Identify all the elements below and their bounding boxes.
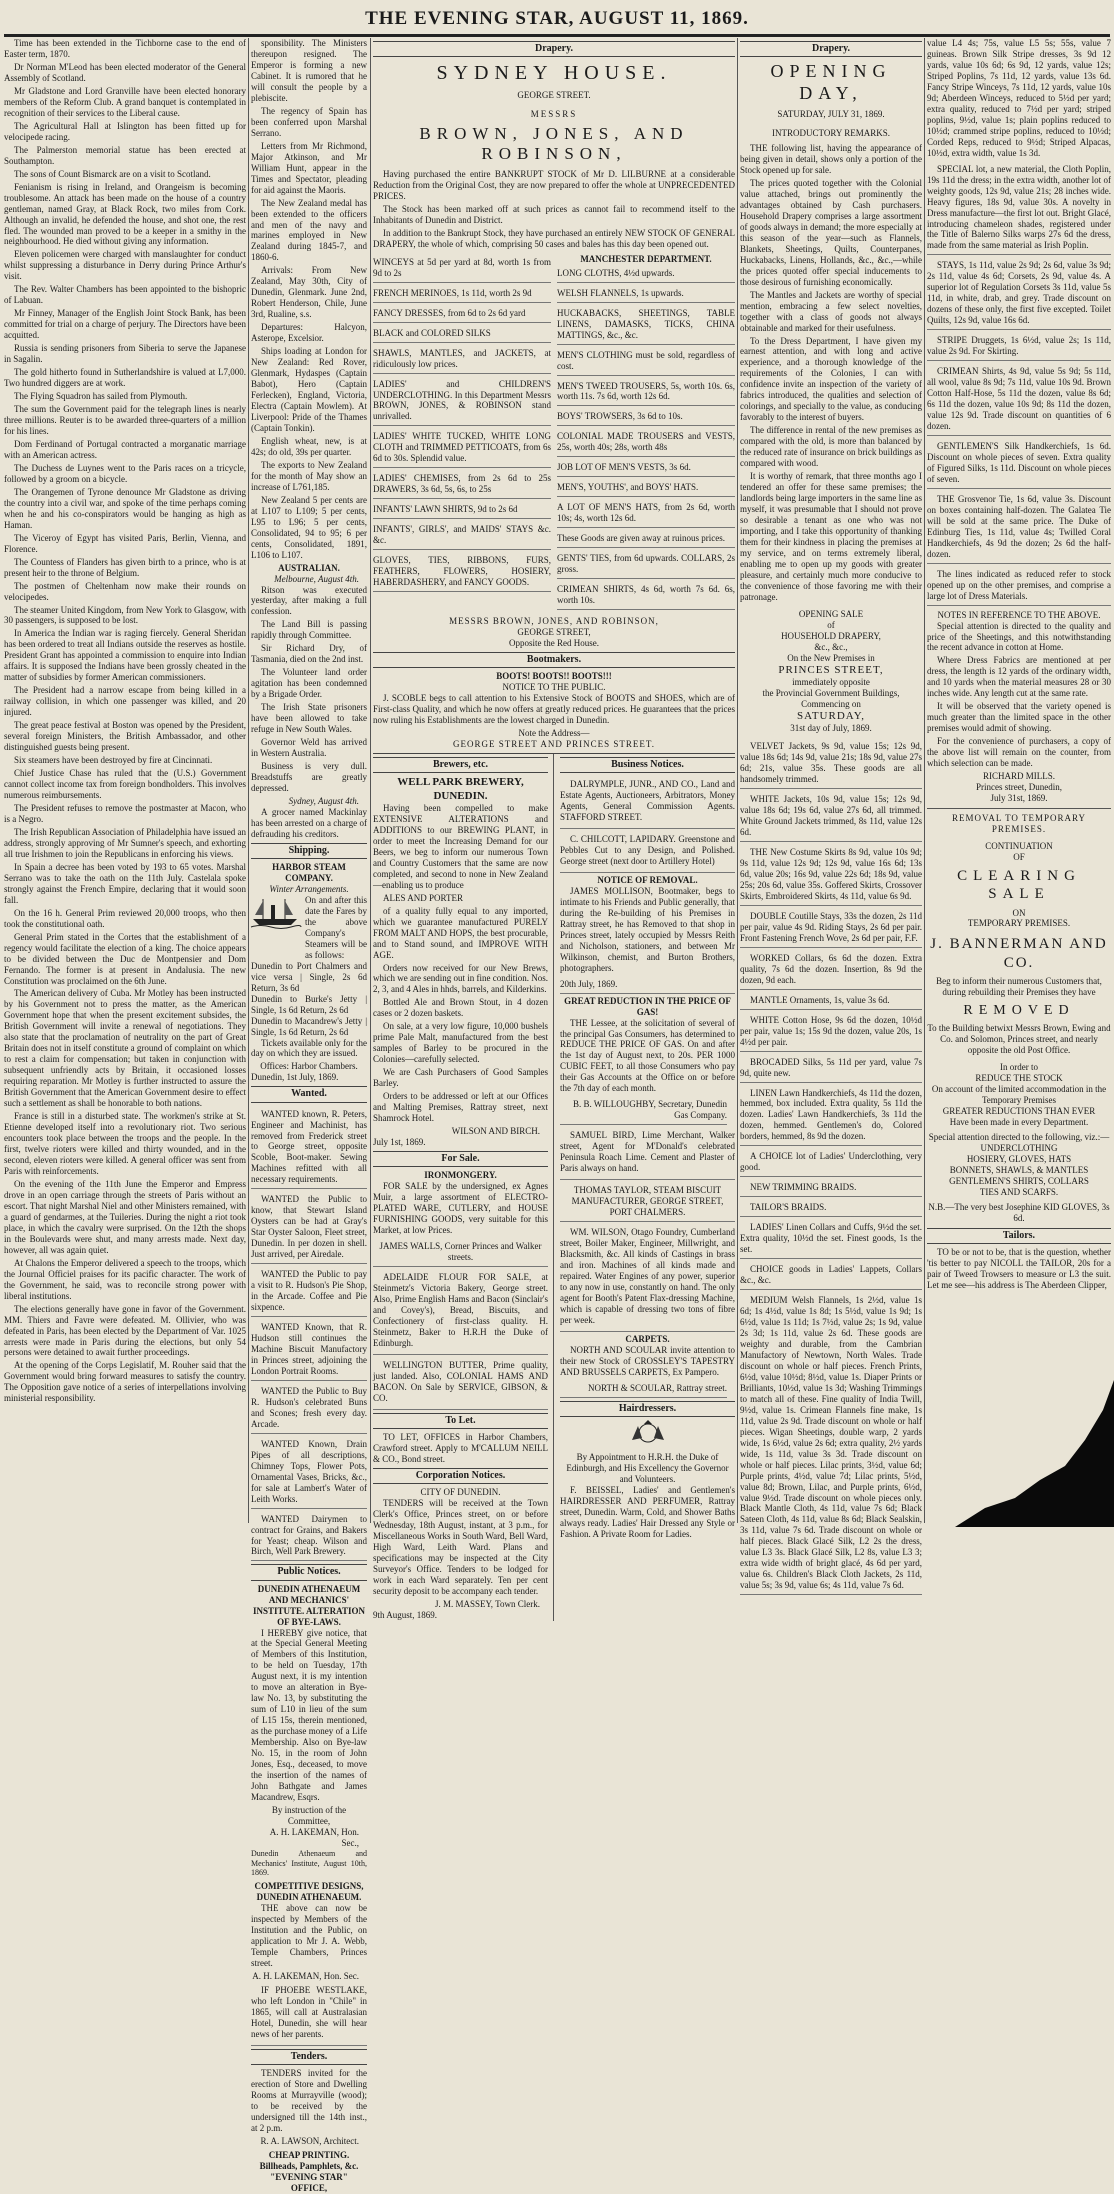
corporation-signature: J. M. MASSEY, Town Clerk. xyxy=(434,1598,540,1609)
firm-name: BROWN, JONES, AND ROBINSON, xyxy=(419,123,689,164)
chilcott-ad: C. CHILCOTT, LAPIDARY. Greenstone and Pebbles Cut to any Design, and Polished. George street (next door to Artillery Hotel) xyxy=(560,834,735,866)
note-paragraph: It will be observed that the variety opened is much greater than the limited space in the other premises would admit of showing. xyxy=(927,701,1111,734)
brewery-paragraph: On sale, at a very low figure, 10,000 bushels prime Pale Malt, manufactured from the best samples of Barley to be procured in the Colonies—carefully selected. xyxy=(373,1021,548,1065)
drapery-item: FRENCH MERINOES, 1s 11d, worth 2s 9d xyxy=(373,285,551,303)
news-paragraph: Fenianism is rising in Ireland, and Orangeism is becoming troublesome. An attack has been made on the house of a country gentleman, named Gray, at Black Rock, two miles from Cork. Although an invalid, he defended the house, and shot one, the rest fled. The wounded man proved to be a keeper in a smithy in the neighbourhood. He died without giving any information. xyxy=(4,181,246,247)
brewery-title: WELL PARK BREWERY, DUNEDIN. xyxy=(397,776,524,802)
sale-provincial: the Provincial Government Buildings, xyxy=(762,687,900,698)
sale-date: 31st day of July, 1869. xyxy=(790,723,872,734)
drapery-item: LADIES' CHEMISES, from 2s 6d to 25s DRAWERS, 3s 6d, 5s, 6s, to 25s xyxy=(373,470,551,499)
drapery-item: INFANTS', GIRLS', and MAIDS' STAYS &c. &c. xyxy=(373,521,551,550)
drapery-item: SHAWLS, MANTLES, and JACKETS, at ridiculously low prices. xyxy=(373,345,551,374)
clearing-on: ON xyxy=(1012,907,1026,918)
gas-text: THE Lessee, at the solicitation of several of the principal Gas Consumers, has determined to REDUCE THE PRICE OF GAS. On and after the 1st day of August next, to 20s. PER 1000 CUBIC FEET, to all those Consumers who pay their Gas Accounts at the Office on or before the 7th day of each month. xyxy=(560,1017,735,1094)
carpets-text: NORTH AND SCOULAR invite attention to their new Stock of CROSSLEY'S TAPESTRY AND BRUSSELS CARPETS, Ex Pampero. xyxy=(560,1344,735,1377)
special-attention: Special attention directed to the following, viz.:— xyxy=(928,1131,1110,1142)
cheap-printing: CHEAP PRINTING. Billheads, Pamphlets, &c. "EVENING STAR" OFFICE, xyxy=(259,2149,359,2193)
temporary-premises: TEMPORARY PREMISES. xyxy=(967,918,1071,929)
carpets-title: CARPETS. xyxy=(625,1333,670,1344)
athenaeum-signature: A. H. LAKEMAN, Hon. Sec., xyxy=(269,1826,359,1848)
brewery-paragraph: Bottled Ale and Brown Stout, in 4 dozen cases or 2 dozen baskets. xyxy=(373,997,548,1019)
royal-arms-icon xyxy=(560,1420,735,1449)
public-notices-heading: Public Notices. xyxy=(251,1564,367,1580)
signature-place: Princes street, Dunedin, xyxy=(976,782,1062,793)
news-paragraph: Time has been extended in the Tichborne case to the end of Easter term, 1870. xyxy=(4,38,246,59)
george-street: GEORGE STREET. xyxy=(517,89,591,100)
australian-news: Sir Richard Dry, of Tasmania, died on the 2nd inst. xyxy=(251,643,367,665)
manchester-item: JOB LOT OF MEN'S VESTS, 3s 6d. xyxy=(557,459,735,477)
for-sale-heading: For Sale. xyxy=(373,1151,548,1167)
price-item: VELVET Jackets, 9s 9d, value 15s; 12s 9d, value 18s 6d; 14s 9d, value 21s; 18s 9d, value 27s 6d; 21s, value 35s. These goods are all handsomely trimmed. xyxy=(740,738,922,789)
athenaeum-place: Dunedin Athenaeum and Mechanics' Institute, August 10th, 1869. xyxy=(251,1848,367,1878)
dalrymple-ad: DALRYMPLE, JUNR., AND CO., Land and Estate Agents, Auctioneers, Arbitrators, Money Agents, General Commission Agents. STAFFORD STREET. xyxy=(560,779,735,823)
news-paragraph: sponsibility. The Ministers thereupon resigned. The Emperor is forming a new Cabinet. It is rumored that he will consult the people by a plebiscite. xyxy=(251,38,367,103)
boots-street: GEORGE STREET AND PRINCES STREET. xyxy=(453,738,655,749)
introductory-heading: INTRODUCTORY REMARKS. xyxy=(771,128,890,139)
price-item: SPECIAL lot, a new material, the Cloth Poplin, 19s 11d the dress; in the extra width, another lot of weighty goods, 12s 9d, value 21s; 28 inches wide. Heavy figures, 18s 9d, value 30s. A novelty in Dress manufacture—the first lot out. Bright Glacé, introducing chameleon shades, registered under the Title of Balerno Silks warps 27s 6d the dress, made from the same material as Irish Poplin. xyxy=(927,161,1111,256)
price-item: MANTLE Ornaments, 1s, value 3s 6d. xyxy=(740,992,922,1010)
manchester-item: MEN'S, YOUTHS', and BOYS' HATS. xyxy=(557,479,735,497)
department-item: BONNETS, SHAWLS, & MANTLES xyxy=(949,1164,1089,1175)
news-paragraph: On the 16 h. General Prim reviewed 20,000 troops, who then took the constitutional oath. xyxy=(4,907,246,929)
to-let-heading: To Let. xyxy=(373,1413,548,1429)
removed-title: REMOVED xyxy=(963,1002,1075,1018)
hair-appointment: By Appointment to H.R.H. the Duke of Edinburgh, and His Excellency the Governor and Volunteers. xyxy=(566,1451,729,1484)
news-paragraph: New Zealand 5 per cents are at L107 to L109; 5 per cents, L95 to L96; 5 per cents, Consolidated, 94 to 95; 6 per cents, Consolidated, 1891, L106 to L107. xyxy=(251,494,367,560)
department-item: GENTLEMEN'S SHIRTS, COLLARS xyxy=(949,1175,1089,1186)
sale-commencing: Commencing on xyxy=(801,698,861,709)
australian-news: Business is very dull. Breadstuffs are greatly depressed. xyxy=(251,761,367,793)
manchester-item: MEN'S TWEED TROUSERS, 5s, worth 10s. 6s, worth 11s. 7s 6d, worth 12s 6d. xyxy=(557,378,735,407)
opening-day-title: OPENING DAY, xyxy=(770,61,892,104)
ironmongery-signature: JAMES WALLS, Corner Princes and Walker streets. xyxy=(373,1238,548,1267)
ironmongery-text: FOR SALE by the undersigned, ex Agnes Muir, a large assortment of ELECTRO-PLATED WARE, CUTLERY, and HOUSE FURNISHING GOODS, very suitable for this Market, at low Prices. xyxy=(373,1181,548,1236)
brewery-paragraph: We are Cash Purchasers of Good Samples Barley. xyxy=(373,1067,548,1089)
australian-news: The Land Bill is passing rapidly through Committee. xyxy=(251,619,367,641)
phoebe-notice: IF PHOEBE WESTLAKE, who left London in "Chile" in 1865, will call at Australasian Hotel, Dunedin, she will hear news of her parents. xyxy=(251,1984,367,2039)
news-paragraph: The Duchess de Luynes went to the Paris races on a tricycle, followed by a groom on a bicycle. xyxy=(4,462,246,484)
brewery-paragraph: Orders to be addressed or left at our Offices and Malting Premises, Rattray street, next Shamrock Hotel. xyxy=(373,1091,548,1124)
news-paragraph: The Viceroy of Egypt has visited Paris, Berlin, Vienna, and Florence. xyxy=(4,532,246,554)
brewery-paragraph: Orders now received for our New Brews, which we are sending out in fine condition. Nos. 2, 3, and 4 Ales in hhds, barrels, and Kilderkins. xyxy=(373,962,548,995)
in-order-to: In order to xyxy=(1000,1061,1038,1072)
manchester-item: WELSH FLANNELS, 1s upwards. xyxy=(557,285,735,303)
melbourne-dateline: Melbourne, August 4th. xyxy=(274,573,359,584)
news-paragraph: The steamer United Kingdom, from New York to Glasgow, with 30 passengers, is supposed to be lost. xyxy=(4,604,246,626)
column-3-ads xyxy=(373,38,735,1620)
news-paragraph: Departures: Halcyon, Asterope, Excelsior. xyxy=(251,322,367,344)
bird-ad: SAMUEL BIRD, Lime Merchant, Walker street, Agent for M'Donald's celebrated Peninsula Roach Lime. Cement and Plaster of Paris always on hand. xyxy=(560,1130,735,1174)
news-paragraph: Ships loading at London for New Zealand: Red Rover, Glenmark, Hydaspes (Captain Babot), Hero (Captain Ferlecken), England, Victoria, Electra (Captain Mowlem). At Liverpool: Pride of the Thames (Captain Tonkin). xyxy=(251,346,367,433)
news-paragraph: On the evening of the 11th June the Emperor and Empress drove in an open carriage through the streets of Paris without an escort. That night Marshal Niel and other Ministers remained, with a guard of gendarmes, at the Tuileries. During the night a riot took place, in which the cavalry were surprised. On the 12th the shops in the Boulevards were shut, and many arrests made. Next day, however, all was again quiet. xyxy=(4,1178,246,1255)
boots-title: BOOTS! BOOTS!! BOOTS!!! xyxy=(496,671,612,682)
news-paragraph: General Prim stated in the Cortes that the establishment of a regency would facilitate the election of a king. The choice appears to be divided between the Duc de Montpensier and Dom Fernando. The former is at present in Andalusia. The new Constitution was proclaimed on the 6th June. xyxy=(4,931,246,986)
ironmongery-title: IRONMONGERY. xyxy=(424,1170,497,1181)
harbor-tickets: Tickets available only for the day on which they are issued. xyxy=(251,1037,367,1059)
manchester-item: COLONIAL MADE TROUSERS and VESTS, 25s, worth 40s; 28s, worth 48s xyxy=(557,428,735,457)
australian-heading: AUSTRALIAN. xyxy=(278,562,340,573)
manchester-item: HUCKABACKS, SHEETINGS, TABLE LINENS, DAMASKS, TICKS, CHINA MATTINGS, &c., &c. xyxy=(557,305,735,345)
removal-title: NOTICE OF REMOVAL. xyxy=(597,874,698,885)
corporation-heading: Corporation Notices. xyxy=(373,1468,548,1484)
news-paragraph: The Agricultural Hall at Islington has been fitted up for velocipede racing. xyxy=(4,120,246,142)
price-item: CRIMEAN Shirts, 4s 9d, value 5s 9d; 5s 11d, all wool, value 8s 9d; 7s 11d, value 10s 9d. Brown Cotton Half-Hose, 5s 11d the dozen, value 8s 6d; 6s 11d the dozen, value 10s 9d; 8s 11d the dozen, value 12s 9d. Trade discount on quantities of 6 dozen. xyxy=(927,363,1111,436)
manchester-item: LONG CLOTHS, 4½d upwards. xyxy=(557,265,735,283)
drapery-item: LADIES' WHITE TUCKED, WHITE LONG CLOTH and TRIMMED PETTICOATS, from 6s 6d to 30s. Splendid value. xyxy=(373,428,551,468)
introductory-paragraph: It is worthy of remark, that three months ago I tendered an offer for these same premises; the landlords being large importers in the same line as myself, it was presumable that I should not prove so desirable a tenant as one who was not importing, and I take this opportunity of thanking them for their kindness in placing the premises at my service, and on terms extremely liberal, enabling me to open up my goods with greater pleasure, and certainly much more conducive to the convenience of those favoring me with their patronage. xyxy=(740,471,922,602)
masthead-rule xyxy=(4,34,1110,37)
princes-street: PRINCES STREET, xyxy=(778,663,884,676)
news-paragraph: The Rev. Walter Chambers has been appointed to the bishopric of Labuan. xyxy=(4,284,246,306)
carpets-signature: NORTH & SCOULAR, Rattray street. xyxy=(560,1380,727,1398)
wanted-ad: WANTED the Public to pay a visit to R. Hudson's Pie Shop, in the Arcade. Coffee and Pie sixpence. xyxy=(251,1266,367,1317)
news-paragraph: The President refuses to remove the postmaster at Macon, who is a Negro. xyxy=(4,802,246,824)
price-item: MEDIUM Welsh Flannels, 1s 2½d, value 1s 6d; 1s 4½d, value 1s 8d; 1s 5½d, value 1s 9d; 1s 6½d, value 1s 11d; 1s 7½d, value 2s; 1s 9d, value 2s 3d; 1s 11d, value 2s 6d. These goods are weighty and durable, from the Cambrian Manufactory of Newtown, North Wales. Trade discount on whole or half pieces. French Prints, 6½d, value 10½d; 8½d, value 1s. Diaper Prints or Brilliants, 10½d, value 1s 3d; Washing Trimmings to match all of these. Fine quality of India Twill, 9½d, value 1s. Crimean Flannels fine make, 1s 11d, value 2s 9d. Trade discount on whole or half pieces. Wigan Sheetings, double warp, 2 yards wide, 1s 6½d, value 2s 6d; extra quality, 2½ yards wide, 1s 11d, value 3s 3d. Trade discount on whole or half pieces. Lilac prints, 3½d, value 6d; Purple prints, 4½d, value 7d; Lilac prints, 5½d, value 8d; Brown, Lilac, and Purple prints, 6½d, value 9½d. Trade discount on whole pieces only. Black Mantle Cloth, 4s 11d, value 7s 6d; Black Sateen Cloth, 4s 11d, value 8s 6d; Black Sealskin, 3s 11d, value 7s 6d. Trade discount on whole or half pieces. Black Glacé Silk, L2 2s the dress, value L3 3s. Black Glacé Silk, L2 8s, value L3 3; extra wide width of bright glacé, 4s 6d per yard, value 6s. Children's Black Cloth Jackets, 2s 11d, value 5s; 3s 9d, value 6s; 4s 11d, value 7s 6d. xyxy=(740,1292,922,1595)
tenders-heading: Tenders. xyxy=(251,2049,367,2065)
shipping-heading: Shipping. xyxy=(251,843,367,859)
drapery-heading-2: Drapery. xyxy=(740,41,922,57)
news-paragraph: The Countess of Flanders has given birth to a prince, who is at present heir to the throne of Belgium. xyxy=(4,556,246,578)
sydney-house-intro: Having purchased the entire BANKRUPT STOCK of Mr D. LILBURNE at a considerable Reduction from the Original Cost, they are now prepared to offer the whole at UNPRECEDENTED PRICES. xyxy=(373,168,735,201)
drapery-item: INFANTS' LAWN SHIRTS, 9d to 2s 6d xyxy=(373,501,551,519)
manchester-item: CRIMEAN SHIRTS, 4s 6d, worth 7s 6d. 6s, worth 10s. xyxy=(557,581,735,610)
price-item: WHITE Jackets, 10s 9d, value 15s; 12s 9d, value 18s 6d; 19s 6d, value 27s 6d, all trimmed. White Ground Jackets trimmed, 8s 11d, value 12s 6d. xyxy=(740,791,922,842)
drapery-item: FANCY DRESSES, from 6d to 2s 6d yard xyxy=(373,305,551,323)
tailors-text: TO be or not to be, that is the question, whether 'tis better to pay NICOLL the TAILOR, 20s for a pair of Tweed Trowsers to measure or L3 the suit. Let me see—his address is The Aberdeen Clipper, xyxy=(927,1246,1111,1290)
removal-date: 20th July, 1869. xyxy=(560,976,735,994)
news-paragraph: The Flying Squadron has sailed from Plymouth. xyxy=(14,391,188,402)
opening-sale: OPENING SALE xyxy=(798,608,864,619)
sale-etc: &c., &c., xyxy=(814,641,848,652)
news-paragraph: The President had a narrow escape from being killed in a railway collision, in which one passenger was killed, and 20 injured. xyxy=(4,685,246,718)
fare-line: Dunedin to Macandrew's Jetty | Single, 1s 6d Return, 2s 6d xyxy=(251,1015,367,1037)
australian-news: Ritson was executed yesterday, after making a full confession. xyxy=(251,584,367,617)
footer-firm: MESSRS BROWN, JONES, AND ROBINSON, xyxy=(449,616,659,627)
introductory-paragraph: The Mantles and Jackets are worthy of special mention, embracing a few select novelties, together with a class of goods not always obtainable and marked for their usefulness. xyxy=(740,289,922,333)
bootmakers-heading: Bootmakers. xyxy=(373,652,735,668)
price-item: LADIES' Linen Collars and Cuffs, 9½d the set. Extra quality, 10½d the set. Finest goods, 1s the set. xyxy=(740,1219,922,1259)
signature-date: July 31st, 1869. xyxy=(990,793,1048,804)
note-paragraph: Where Dress Fabrics are mentioned at per dress, the length is 12 yards of the ordinary width, and 10 yards when the material measures 28 or 30 inches wide. Any length cut at the same rate. xyxy=(927,655,1111,699)
sydney-house-title: SYDNEY HOUSE. xyxy=(436,62,672,85)
news-paragraph: Dom Ferdinand of Portugal contracted a morganatic marriage with an American actress. xyxy=(4,438,246,460)
sydney-house-intro: The Stock has been marked off at such prices as cannot fail to recommend itself to the Inhabitants of Dunedin and District. xyxy=(373,203,735,225)
boots-text: J. SCOBLE begs to call attention to his Extensive Stock of BOOTS and SHOES, which are of First-class Quality, and which he now offers at greatly reduced prices. He guarantees that the prices now ruling his Establishments are the lowest charged in Dunedin. xyxy=(373,693,735,726)
torn-corner xyxy=(955,1380,1114,1527)
drapery-item: BLACK and COLORED SILKS xyxy=(373,325,551,343)
brewery-paragraph: Having been compelled to make EXTENSIVE ALTERATIONS and ADDITIONS to our BREWING PLANT, in order to meet the Increasing Demand for our Beers, we beg to inform our numerous Town and Country Customers that the same are now completed, and second to none in New Zealand—enabling us to produce xyxy=(373,802,548,890)
tenders-text: TENDERS invited for the erection of Store and Dwelling Rooms at Murrayville (wood); to be received by the undersigned till the 14th inst., at 2 p.m. xyxy=(251,2067,367,2133)
removal-text: JAMES MOLLISON, Bootmaker, begs to intimate to his Friends and Public generally, that during the Re-building of his Premises in Rattray street, he has Removed to that shop in Princes street, lately occupied by Messrs Reith and Nicholson, stationers, and between Mr Wilkinson, chemist, and Burton Brothers, photographers. xyxy=(560,885,735,973)
wanted-ad: WANTED the Public to Buy R. Hudson's celebrated Buns and Scones; fresh every day. Arcade. xyxy=(251,1383,367,1434)
manchester-item: BOYS' TROWSERS, 3s 6d to 10s. xyxy=(557,408,735,426)
sale-of: of xyxy=(827,619,835,630)
steamship-icon xyxy=(251,895,301,929)
news-paragraph: Eleven policemen were charged with manslaughter for conduct whilst suppressing a disturbance in Derry during Prince Arthur's visit. xyxy=(4,249,246,282)
price-item: CHOICE goods in Ladies' Lappets, Collars &c., &c. xyxy=(740,1261,922,1290)
manchester-item: These Goods are given away at ruinous prices. xyxy=(557,530,735,548)
price-item: THE New Costume Skirts 8s 9d, value 10s 9d; 9s 11d, value 12s 9d; 12s 9d, value 16s 6d; 13s 6d, value 20s; 16s 9d, value 22s 6d; 18s 9d, value 25s; 20s 6d, value 35s. Goffered Skirts, Crossover Skirts, Embroidered Skirts, 4s 11d, value 6s 9d. xyxy=(740,844,922,906)
drapery-item: GLOVES, TIES, RIBBONS, FURS, FEATHERS, FLOWERS, HOSIERY, HABERDASHERY, and FANCY GOODS. xyxy=(373,552,551,592)
kid-gloves-note: N.B.—The very best Josephine KID GLOVES, 3s 6d. xyxy=(928,1201,1110,1223)
price-item: GENTLEMEN'S Silk Handkerchiefs, 1s 6d. Discount on whole pieces of seven. Extra quality of Figured Silks, 1s 11d. Discount on whole pieces of seven. xyxy=(927,438,1111,489)
price-item: A CHOICE lot of Ladies' Underclothing, very good. xyxy=(740,1148,922,1177)
sydney-dateline: Sydney, August 4th. xyxy=(288,795,359,806)
beissel-ad: F. BEISSEL, Ladies' and Gentlemen's HAIRDRESSER AND PERFUMER, Rattray street, Dunedin. Warm, Cold, and Shower Baths always ready. Ladies' Hair Dressed any Style or Fashion. A Private Room for Ladies. xyxy=(560,1484,735,1539)
note-paragraph: For the convenience of purchasers, a copy of the above list will remain on the counter, from which selection can be made. xyxy=(927,736,1111,769)
business-heading: Business Notices. xyxy=(560,757,735,773)
news-paragraph: At Chalons the Emperor delivered a speech to the troops, which the Journal Officiel praises for its pacific character. The work of the Government, he said, was to reconcile strong power with liberal institutions. xyxy=(4,1257,246,1301)
sale-saturday: SATURDAY, xyxy=(797,709,865,722)
price-item: STAYS, 1s 11d, value 2s 9d; 2s 6d, value 3s 9d; 2s 11d, value 4s 6d; Corsets, 2s 9d, value 4s. A superior lot of Regulation Corsets 3s 11d, value 5s 11d, in white, drab, and grey. Trade discount on dozens of these only, the first five excepted. Toilet Quilts, 12s 9d, value 16s 6d. xyxy=(927,257,1111,330)
sydney-house-intro: In addition to the Bankrupt Stock, they have purchased an entirely NEW STOCK OF GENERAL DRAPERY, the whole of which, comprising 50 cases and bales has this day been opened out. xyxy=(373,227,735,249)
corporation-date: 9th August, 1869. xyxy=(373,1609,438,1620)
notes-heading: NOTES IN REFERENCE TO THE ABOVE. xyxy=(937,609,1101,620)
opening-date: SATURDAY, JULY 31, 1869. xyxy=(777,109,885,120)
athenaeum-by: By instruction of the Committee, xyxy=(271,1805,347,1826)
harbor-subtitle: Winter Arrangements. xyxy=(269,883,349,894)
australian-news: The Irish State prisoners have been allowed to take refuge in New South Wales. xyxy=(251,702,367,735)
reduce-stock: REDUCE THE STOCK xyxy=(975,1072,1063,1083)
masthead: THE EVENING STAR, AUGUST 11, 1869. xyxy=(365,8,749,29)
removal-temporary-heading: REMOVAL TO TEMPORARY PREMISES. xyxy=(927,808,1111,835)
brewers-heading: Brewers, etc. xyxy=(373,757,548,773)
news-paragraph: Dr Norman M'Leod has been elected moderator of the General Assembly of Scotland. xyxy=(4,61,246,83)
competitive-signature: A. H. LAKEMAN, Hon. Sec. xyxy=(252,1970,359,1981)
greater-reductions: GREATER REDUCTIONS THAN EVER xyxy=(942,1105,1096,1116)
adelaide-flour: ADELAIDE FLOUR FOR SALE, at Steinmetz's Victoria Bakery, George street. Also, Prime English Hams and Bacon (Sinclair's and Covey's), Bread, Biscuits, and Confectionery of first-class quality. H. Steinmetz, Baker to H.R.H the Duke of Edinburgh. xyxy=(373,1271,548,1348)
column-4-drapery xyxy=(740,38,922,1591)
wanted-heading: Wanted. xyxy=(251,1086,367,1102)
price-item: WORKED Collars, 6s 6d the dozen. Extra quality, 7s 6d the dozen. Insertion, 8s 9d the dozen, 9d each. xyxy=(740,950,922,990)
brewery-signature: WILSON AND BIRCH. xyxy=(451,1126,540,1137)
sale-opposite: immediately opposite xyxy=(792,677,870,687)
column-divider xyxy=(924,38,925,1523)
column-5 xyxy=(927,38,1111,1523)
harbor-text: On and after this date the Fares by the above Company's Steamers will be as follows: xyxy=(305,894,367,960)
continuation-of: OF xyxy=(1013,851,1025,862)
news-paragraph: Russia is sending prisoners from Siberia to serve the Japanese in Sagalin. xyxy=(4,343,246,365)
news-paragraph: In America the Indian war is raging fiercely. General Sheridan has been ordered to treat all Indians outside the reserves as hostile. President Grant has appointed a commission to enquire into Indian affairs. It is supposed the Indians have been grossly cheated in the matter of subsidies by former American commissioners. xyxy=(4,628,246,683)
news-paragraph: France is still in a disturbed state. The workmen's strike at St. Etienne developed itself into a revolutionary riot. Two serious encounters took place between the troops and the people. In the first, twelve rioters were killed and thirty wounded, and in the second, eleven rioters were killed. A general officer was sent from Paris with reinforcements. xyxy=(4,1111,246,1176)
tailors-heading: Tailors. xyxy=(927,1228,1111,1244)
price-item: DOUBLE Coutille Stays, 33s the dozen, 2s 11d per pair, value 4s 9d. Riding Stays, 2s 6d per pair. Front Fastening French Wove, 2s 6d per pair, F.F. xyxy=(740,908,922,948)
department-item: UNDERCLOTHING xyxy=(980,1142,1058,1153)
news-paragraph: Chief Justice Chase has ruled that the (U.S.) Government cannot collect income tax from foreign bondholders. This involves numerous reimbursements. xyxy=(4,768,246,800)
australian-news: The Volunteer land order agitation has been condemned by a Brigade Order. xyxy=(251,667,367,700)
introductory-paragraph: The prices quoted together with the Colonial value attached, brings out prominently the advantages obtained by Cash purchasers. Household Drapery comprises a large assortment of goods always in demand; the more especially at this season of the year—such as Flannels, Blankets, Sheetings, Quilts, Counterpanes, Huckabacks, Linens, Hollands, &c., &c.,—while the prices quoted offer special inducements to those desirous of furnishing economically. xyxy=(740,177,922,287)
tenders-signature: R. A. LAWSON, Architect. xyxy=(260,2135,359,2146)
news-paragraph: English wheat, new, is at 42s; do old, 39s per quarter. xyxy=(251,435,367,457)
column-divider xyxy=(737,38,738,1523)
news-paragraph: Mr Finney, Manager of the English Joint Stock Bank, has been committed for trial on a charge of perjury. The Directors have been acquitted. xyxy=(4,308,246,341)
manchester-item: A LOT OF MEN'S HATS, from 2s 6d, worth 10s; 4s, worth 12s 6d. xyxy=(557,499,735,528)
news-paragraph: The regency of Spain has been conferred upon Marshal Serrano. xyxy=(251,105,367,138)
wanted-ad: WANTED the Public to know, that Stewart Island Oysters can be had at Gray's Star Oyster Saloon, Fleet street, Dunedin. In per dozen in shell. Just arrived, per Airedale. xyxy=(251,1191,367,1264)
athenaeum-title: DUNEDIN ATHENAEUM AND MECHANICS' INSTITUTE. ALTERATION OF BYE-LAWS. xyxy=(252,1583,366,1627)
price-item: WHITE Cotton Hose, 9s 6d the dozen, 10½d per pair, value 1s; 15s 9d the dozen, value 20s, 1s 4½d per pair. xyxy=(740,1012,922,1052)
price-item: The lines indicated as reduced refer to stock opened up on the other premises, and comprise a large lot of Dress Materials. xyxy=(927,566,1111,606)
news-paragraph: The postmen of Cheltenham now make their rounds on velocipedes. xyxy=(4,580,246,602)
column-2 xyxy=(251,38,367,2193)
corporation-text: TENDERS will be received at the Town Clerk's Office, Princes street, on or before Wednesday, 18th August, instant, at 3 p.m., for Miscellaneous Works in South Ward, Bell Ward, High Ward, Leith Ward. Plans and specifications may be inspected at the City Surveyor's Office. Tenders to be lodged for work in each Ward separately. Ten per cent security deposit to be accompany each tender. xyxy=(373,1497,548,1596)
news-paragraph: In Spain a decree has been voted by 193 to 65 votes. Marshal Serrano was to take the oath on the 11th July. Castelala spoke strongly against the French Empire, declaring that it would soon fall. xyxy=(4,861,246,905)
australian-news: Governor Weld has arrived in Western Australia. xyxy=(251,737,367,759)
boots-notice: NOTICE TO THE PUBLIC. xyxy=(502,682,606,693)
sydney-news: A grocer named Mackinlay has been arrested on a charge of defrauding his creditors. xyxy=(251,806,367,839)
richard-mills-signature: RICHARD MILLS. xyxy=(982,771,1055,782)
column-divider xyxy=(248,38,249,1523)
news-paragraph: The Orangemen of Tyrone denounce Mr Gladstone as driving the country into a civil war, and spoke of the time perhaps coming when he and his co-conspirators would be hanging as high as Haman. xyxy=(4,486,246,530)
brewery-date: July 1st, 1869. xyxy=(373,1137,426,1148)
brewery-paragraph: of a quality fully equal to any imported, which we guarantee manufactured PURELY FROM MALT AND HOPS, the best procurable, and to Stand sound, and IMPROVE WITH AGE. xyxy=(373,905,548,960)
department-item: TIES AND SCARFS. xyxy=(979,1186,1059,1197)
wellington-butter: WELLINGTON BUTTER, Prime quality, just landed. Also, COLONIAL HAMS AND BACON. On Sale by SERVICE, GIBSON, & CO. xyxy=(373,1359,548,1403)
news-paragraph: The Palmerston memorial statue has been erected at Southampton. xyxy=(4,144,246,166)
news-paragraph: The exports to New Zealand for the month of May show an increase of L761,185. xyxy=(251,459,367,492)
boots-address-label: Note the Address— xyxy=(518,728,590,739)
continuation: CONTINUATION xyxy=(985,840,1053,851)
footer-opposite: Opposite the Red House. xyxy=(509,638,599,649)
brewery-paragraph: ALES AND PORTER xyxy=(383,892,463,903)
wanted-ad: WANTED known, R. Peters, Engineer and Machinist, has removed from Frederick street to George street, opposite Scoble, Boot-maker. Sewing Machines refitted with all necessary requirements. xyxy=(251,1106,367,1190)
wilson-ad: WM. WILSON, Otago Foundry, Cumberland street, Boiler Maker, Engineer, Millwright, and Blacksmith, &c. All kinds of Castings in brass and iron. Machines of all kinds made and repaired. Water Engines of any power, superior to any now in use, constantly on hand. The only agent for Booth's Patent Flax-dressing Machine, which is capable of dressing two tons of fibre per week. xyxy=(560,1227,735,1325)
column-1-news xyxy=(4,38,246,1523)
news-paragraph: Arrivals: From New Zealand, May 30th, City of Dunedin, Glenmark. June 2nd, Robert Henderson, Chile, June 3rd, Rualine, s.s. xyxy=(251,265,367,320)
manchester-item: GENTS' TIES, from 6d upwards. COLLARS, 2s gross. xyxy=(557,550,735,579)
news-paragraph: At the opening of the Corps Legislatif, M. Rouher said that the Government would bring forward measures to satisfy the country. The Opposition gave notice of a series of interpellations involving ministerial responsibility. xyxy=(4,1360,246,1404)
news-paragraph: Six steamers have been destroyed by fire at Cincinnati. xyxy=(14,755,213,766)
news-paragraph: The sum the Government paid for the telegraph lines is nearly three millions. Reuter is to be awarded three-quarters of a million for his lines. xyxy=(4,404,246,436)
note-paragraph: Special attention is directed to the quality and price of the Sheetings, and this notwithstanding the recent advance in cotton at Home. xyxy=(927,620,1111,653)
sale-premises: On the New Premises in xyxy=(787,652,875,663)
wanted-ad: WANTED Dairymen to contract for Grains, and Bakers for Yeast; cheap. Wilson and Birch, Well Park Brewery. xyxy=(251,1511,367,1562)
manchester-item: MEN'S CLOTHING must be sold, regardless of cost. xyxy=(557,347,735,376)
gas-signature: B. B. WILLOUGHBY, Secretary, Dunedin Gas Company. xyxy=(560,1096,727,1125)
competitive-text: THE above can now be inspected by Members of the Institution and the Public, on application to Mr J. A. Webb, Temple Chambers, Princes street. xyxy=(251,1903,367,1968)
introductory-paragraph: The difference in rental of the new premises as compared with the old, is more than balanced by the reduced rate of insurance on brick buildings as compared with wood. xyxy=(740,425,922,469)
news-paragraph: Mr Gladstone and Lord Granville have been elected honorary members of the Reform Club. A grand banquet is contemplated in recognition of their services to the Liberal cause. xyxy=(4,85,246,118)
harbor-title: HARBOR STEAM COMPANY. xyxy=(272,862,346,883)
harbor-office: Offices: Harbor Chambers. xyxy=(260,1061,358,1072)
department-item: HOSIERY, GLOVES, HATS xyxy=(966,1153,1072,1164)
footer-street: GEORGE STREET, xyxy=(517,627,591,638)
wanted-ad: WANTED Known, that R. Hudson still continues the Machine Biscuit Manufactory in Princes street, adjoining the London Portrait Rooms. xyxy=(251,1319,367,1381)
household-drapery: HOUSEHOLD DRAPERY, xyxy=(781,630,881,641)
introductory-paragraph: To the Dress Department, I have given my earnest attention, and with long and active experience, and a thorough knowledge of the requirements of the Colonies, I can with confidence invite an inspection of the variety of fabrics introduced, the qualities and selection of colorings, and specially to the value, as conducing favorably to the interest of buyers. xyxy=(740,335,922,423)
every-department: Have been made in every Department. xyxy=(949,1116,1089,1127)
price-item: BROCADED Silks, 5s 11d per yard, value 7s 9d, quite new. xyxy=(740,1054,922,1083)
taylor-ad: THOMAS TAYLOR, STEAM BISCUIT MANUFACTURER, GEORGE STREET, PORT CHALMERS. xyxy=(560,1182,735,1222)
price-item: THE Grosvenor Tie, 1s 6d, value 3s. Discount on boxes containing half-dozen. The Galatea Tie will be sold at the same price. The Duke of Edinburg Ties, 1s 11d, value 4s; Twilled Coral Handkerchiefs, 4s 9d the dozen; 2s 6d the half-dozen. xyxy=(927,491,1111,564)
news-paragraph: The New Zealand medal has been extended to the officers and men of the navy and marines employed in New Zealand during 1845-7, and 1860-6. xyxy=(251,197,367,263)
price-item: LINEN Lawn Handkerchiefs, 4s 11d the dozen, hemmed, box included. Extra quality, 5s 11d the dozen. Ladies' Lawn Handkerchiefs, 3s 11d the dozen, hemmed. Gentlemen's do, Colored borders, hemmed, 8s 9d the dozen. xyxy=(740,1085,922,1147)
drapery-heading: Drapery. xyxy=(373,41,735,57)
manchester-heading: MANCHESTER DEPARTMENT. xyxy=(580,253,712,264)
continued-prices: value L4 4s; 75s, value L5 5s; 55s, value 7 guineas. Brown Silk Stripe dresses, 3s 9d 12 yards, value 10s 6d; 6s 9d, 12 yards, value 12s; Striped Poplins, 7s 11d, 12 yards, value 13s 6d. Fancy Stripe Winceys, 7s 11d, 12 yards, value 10s 9d; Aberdeen Winceys, reduced to 5½d per yard; extra quality, reduced to 7½d per yard; striped poplins, 9½d, value 1s; plain poplins reduced to 10½d; crammed stripe poplins, reduced to 10½d; Corded Reps, reduced to 9½d; Striped Alpacas, 10½d, extra width, value 1s 3d. xyxy=(927,38,1111,158)
bannerman-text: Beg to inform their numerous Customers that, during rebuilding their Premises they have xyxy=(936,976,1102,997)
introductory-paragraph: THE following list, having the appearance of being given in detail, shows only a portion of the Stock opened up for sale. xyxy=(740,143,922,175)
price-item: NEW TRIMMING BRAIDS. xyxy=(740,1179,922,1197)
column-divider xyxy=(370,38,371,1523)
harbor-date: Dunedin, 1st July, 1869. xyxy=(251,1072,339,1083)
bannerman-title: J. BANNERMAN AND CO. xyxy=(930,936,1108,971)
drapery-item: LADIES' and CHILDREN'S UNDERCLOTHING. In this Department Messrs BROWN, JONES, & ROBINSON stand unrivalled. xyxy=(373,376,551,427)
athenaeum-text: I HEREBY give notice, that at the Special General Meeting of Members of this Institution, to be held on Tuesday, 17th August next, it is my intention to move an alteration in Bye-law No. 13, by substituting the sum of L10 in lieu of the sum of L15 15s, therein mentioned, as the purchase money of a Life Membership. Also on Bye-law No. 15, in the room of John Jones, Esq., deceased, to move the insertion of the names of John Bathgate and James Macandrew, Esqrs. xyxy=(251,1627,367,1803)
competitive-title: COMPETITIVE DESIGNS, DUNEDIN ATHENAEUM. xyxy=(254,1881,364,1903)
city-of-dunedin: CITY OF DUNEDIN. xyxy=(420,1486,501,1497)
removed-text: To the Building betwixt Messrs Brown, Ewing and Co. and Solomon, Princes street, and nearly opposite the old Post Office. xyxy=(927,1023,1111,1055)
fare-line: Dunedin to Port Chalmers and vice versa | Single, 2s 6d Return, 3s 6d xyxy=(251,960,367,993)
price-item: TAILOR'S BRAIDS. xyxy=(740,1199,922,1217)
fare-line: Dunedin to Burke's Jetty | Single, 1s 6d Return, 2s 6d xyxy=(251,993,367,1015)
clearing-sale: CLEARING SALE xyxy=(957,867,1081,903)
news-paragraph: The Irish Republican Association of Philadelphia have issued an address, strongly approving of Mr Sumner's speech, and exhorting all true Irishmen to join the Republicans in enforcing his views. xyxy=(4,826,246,859)
news-paragraph: The American delivery of Cuba. Mr Motley has been instructed by his Government not to press the matter, as the American Government hope that when the present excitement subsides, the British Government will invite a renewal of negotiations. They also state that the proclamation of neutrality on the part of Great Britain does not in itself constitute a ground of complaint on which to rest a claim for compensation; but taken in conjunction with subsequent unfriendly acts by Britain, it occasioned losses requiring reparation. Mr Motley is further instructed to assure the British Government that the American Government desire to effect such a settlement as shall be honorable to both nations. xyxy=(4,988,246,1109)
gas-title: GREAT REDUCTION IN THE PRICE OF GAS! xyxy=(564,995,731,1017)
limited-accommodation: On account of the limited accommodation in the Temporary Premises xyxy=(931,1083,1107,1105)
to-let-text: TO LET, OFFICES in Harbor Chambers, Crawford street. Apply to M'CALLUM NEILL & CO., Bond street. xyxy=(373,1431,548,1464)
news-paragraph: The sons of Count Bismarck are on a visit to Scotland. xyxy=(14,168,211,179)
hairdressers-heading: Hairdressers. xyxy=(560,1401,735,1417)
news-paragraph: The gold hitherto found in Sutherlandshire is valued at L7,000. Two hundred diggers are at work. xyxy=(4,367,246,389)
wanted-ad: WANTED Known, Drain Pipes of all descriptions, Chimney Tops, Flower Pots, Ornamental Vases, Bricks, &c., for sale at Lambert's Water of Leith Works. xyxy=(251,1436,367,1509)
drapery-item: WINCEYS at 5d per yard at 8d, worth 1s from 9d to 2s xyxy=(373,254,551,283)
messrs: MESSRS xyxy=(530,108,578,119)
news-paragraph: The elections generally have gone in favor of the Government. MM. Thiers and Favre were defeated. M. Ollivier, who was defeated in Paris, has been elected by the Department of Var. 1025 arrests were made in Paris during the elections, but only 54 persons were detained to await further proceedings. xyxy=(4,1303,246,1358)
news-paragraph: The great peace festival at Boston was opened by the President, several foreign Ministers, the British Ambassador, and other distinguished guests being present. xyxy=(4,720,246,753)
news-paragraph: Letters from Mr Richmond, Major Atkinson, and Mr William Hunt, appear in the Times and Spectator, pleading for aid against the Maoris. xyxy=(251,140,367,195)
price-item: STRIPE Druggets, 1s 6½d, value 2s; 1s 11d, value 2s 9d. For Skirting. xyxy=(927,332,1111,361)
